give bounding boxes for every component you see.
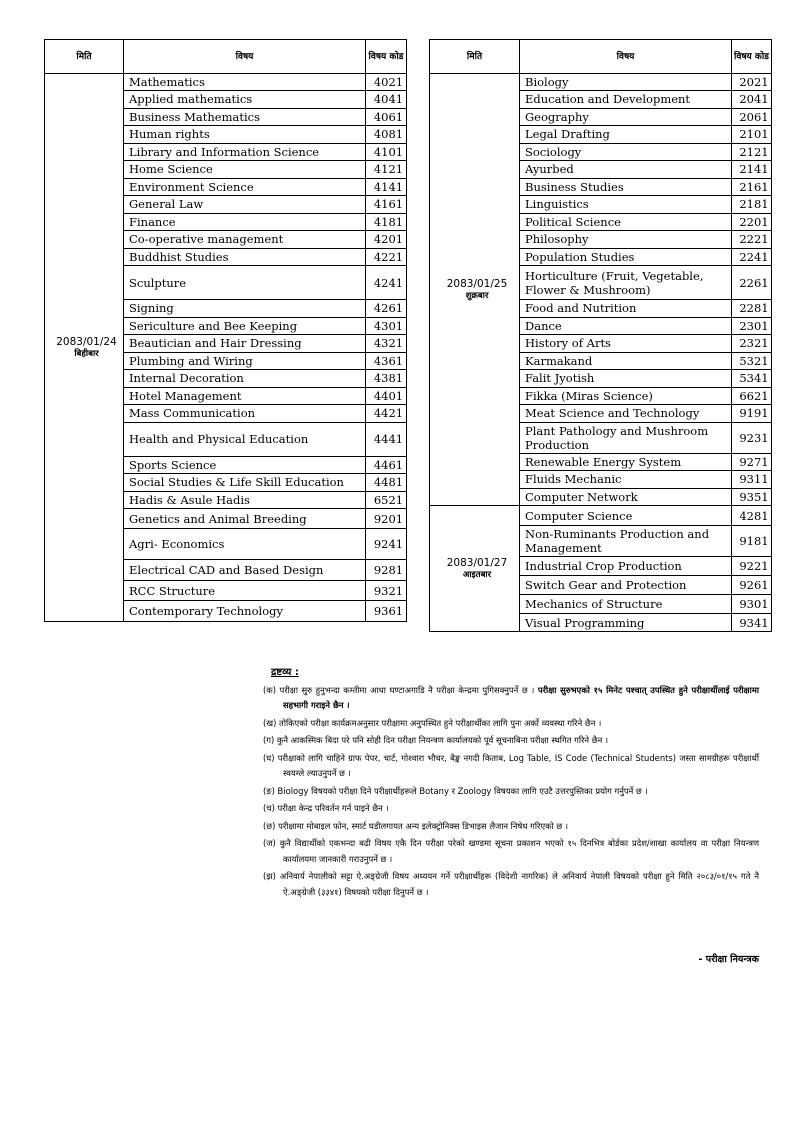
note-item: [263, 751, 759, 782]
subject-code-cell: 2101: [732, 126, 772, 144]
subject-cell: Philosophy: [520, 231, 732, 249]
subject-cell: Genetics and Animal Breeding: [124, 509, 366, 529]
subject-code-cell: 9221: [732, 557, 772, 576]
exam-day: आइतबार: [462, 570, 492, 580]
subject-cell: Internal Decoration: [124, 370, 366, 388]
subject-code-cell: 9351: [732, 488, 772, 506]
subject-cell: Sericulture and Bee Keeping: [124, 317, 366, 335]
subject-code-cell: 4241: [366, 266, 407, 300]
subject-code-cell: 2261: [732, 266, 772, 300]
subject-cell: Food and Nutrition: [520, 300, 732, 318]
subject-cell: Education and Development: [520, 91, 732, 109]
subject-cell: Hotel Management: [124, 387, 366, 405]
subject-cell: Biology: [520, 74, 732, 91]
subject-code-cell: 4181: [366, 213, 407, 231]
subject-cell: Environment Science: [124, 178, 366, 196]
exam-date: 2083/01/25: [446, 278, 508, 290]
subject-code-cell: 9191: [732, 405, 772, 423]
subject-cell: Business Studies: [520, 178, 732, 196]
note-item: [263, 716, 759, 732]
exam-date: 2083/01/24: [56, 336, 117, 348]
subject-code-cell: 4101: [366, 143, 407, 161]
table-row: [45, 74, 407, 91]
subject-cell: Computer Science: [520, 506, 732, 526]
subject-code-cell: 2321: [732, 335, 772, 353]
subject-cell: Political Science: [520, 213, 732, 231]
note-text: (ङ) Biology विषयको परीक्षा दिने परीक्षार्थीहरूले Botany र Zoology विषयका लागि एउटै उत्तरपुस्तिका प्रयोग गर्नुपर्ने छ ।: [263, 785, 648, 796]
subject-code-cell: 4361: [366, 352, 407, 370]
exam-date-cell: [430, 506, 520, 632]
subject-cell: Falit Jyotish: [520, 370, 732, 388]
subject-code-cell: 4401: [366, 387, 407, 405]
subject-cell: Human rights: [124, 126, 366, 144]
subject-code-cell: 4161: [366, 196, 407, 214]
note-item: [263, 869, 759, 900]
subject-cell: Horticulture (Fruit, Vegetable, Flower & Mushroom): [520, 266, 732, 300]
subject-cell: Home Science: [124, 161, 366, 179]
subject-code-cell: 9241: [366, 529, 407, 560]
subject-code-cell: 4121: [366, 161, 407, 179]
subject-cell: Co-operative management: [124, 231, 366, 249]
subject-cell: Contemporary Technology: [124, 601, 366, 622]
subject-cell: Ayurbed: [520, 161, 732, 179]
subject-code-cell: 9301: [732, 595, 772, 614]
subject-cell: Plumbing and Wiring: [124, 352, 366, 370]
header-subject: विषय: [520, 40, 732, 74]
subject-cell: RCC Structure: [124, 581, 366, 601]
subject-code-cell: 4141: [366, 178, 407, 196]
subject-code-cell: 2241: [732, 248, 772, 266]
subject-cell: Linguistics: [520, 196, 732, 214]
subject-cell: Fluids Mechanic: [520, 471, 732, 489]
subject-code-cell: 2141: [732, 161, 772, 179]
subject-cell: Visual Programming: [520, 614, 732, 632]
subject-cell: Mathematics: [124, 74, 366, 91]
subject-code-cell: 9281: [366, 560, 407, 581]
note-text: (च) परीक्षा केन्द्र परिवर्तन गर्न पाइने छैन ।: [263, 803, 389, 813]
subject-cell: History of Arts: [520, 335, 732, 353]
subject-cell: General Law: [124, 196, 366, 214]
subject-cell: Sculpture: [124, 266, 366, 300]
note-bold-text: परीक्षा सुरुभएको १५ मिनेट पश्चात् उपस्थित हुने परीक्षार्थीलाई परीक्षामा सहभागी गराइने छैन ।: [283, 684, 759, 710]
subject-cell: Industrial Crop Production: [520, 557, 732, 576]
subject-cell: Fikka (Miras Science): [520, 387, 732, 405]
subject-code-cell: 4021: [366, 74, 407, 91]
subject-code-cell: 2301: [732, 317, 772, 335]
subject-cell: Buddhist Studies: [124, 248, 366, 266]
note-text: (ज) कुनै विद्यार्थीको एकभन्दा बढी विषय एकै दिन परीक्षा परेको खण्डमा सूचना प्रकाशन भएको १५ दिनभित्र बोर्डका प्रदेश/शाखा कार्यालय वा परीक्षा नियन्त्रण कार्यालयमा जानकारी गराउनुपर्ने छ ।: [263, 838, 759, 864]
exam-date: 2083/01/27: [446, 557, 508, 569]
subject-code-cell: 9341: [732, 614, 772, 632]
subject-code-cell: 4221: [366, 248, 407, 266]
subject-code-cell: 4381: [366, 370, 407, 388]
subject-code-cell: 4301: [366, 317, 407, 335]
subject-code-cell: 6621: [732, 387, 772, 405]
subject-code-cell: 2201: [732, 213, 772, 231]
schedule-table-left: [44, 39, 407, 622]
exam-date-cell: [430, 74, 520, 506]
note-text: (छ) परीक्षामा मोबाइल फोन, स्मार्ट घडीलगायत अन्य इलेक्ट्रोनिक्स डिभाइस लैजान निषेध गरिएको छ ।: [263, 820, 569, 831]
subject-code-cell: 4261: [366, 300, 407, 318]
subject-code-cell: 9231: [732, 422, 772, 453]
subject-cell: Mass Communication: [124, 405, 366, 423]
note-item: [263, 733, 759, 749]
subject-code-cell: 2041: [732, 91, 772, 109]
exam-day: शुक्रबार: [465, 291, 489, 301]
subject-cell: Applied mathematics: [124, 91, 366, 109]
subject-code-cell: 9201: [366, 509, 407, 529]
subject-code-cell: 9261: [732, 576, 772, 595]
subject-cell: Dance: [520, 317, 732, 335]
table-row: [430, 506, 772, 526]
subject-cell: Electrical CAD and Based Design: [124, 560, 366, 581]
subject-code-cell: 2121: [732, 143, 772, 161]
note-text: (क) परीक्षा सुरु हुनुभन्दा कम्तीमा आधा घण्टाअगाडि नै परीक्षा केन्द्रमा पुगिसक्नुपर्ने छ ।: [263, 684, 535, 695]
header-date: मिति: [45, 40, 124, 74]
subject-code-cell: 6521: [366, 491, 407, 509]
subject-cell: Finance: [124, 213, 366, 231]
notes-list: [263, 683, 759, 901]
subject-code-cell: 5341: [732, 370, 772, 388]
subject-cell: Switch Gear and Protection: [520, 576, 732, 595]
subject-cell: Agri- Economics: [124, 529, 366, 560]
note-item: [263, 819, 759, 835]
schedule-table-right: [429, 39, 772, 632]
note-item: [263, 784, 759, 800]
subject-code-cell: 4461: [366, 456, 407, 474]
subject-cell: Computer Network: [520, 488, 732, 506]
subject-cell: Plant Pathology and Mushroom Production: [520, 422, 732, 453]
note-text: (घ) परीक्षाको लागि चाहिने ग्राफ पेपर, चार्ट, गोश्वारा भौचर, बैङ्क नगदी किताब, Log Table, IS Code (Technical Students) जस्ता सामग्रीहरू परीक्षार्थी स्वयम्ले ल्याउनुपर्ने छ ।: [263, 752, 759, 778]
subject-code-cell: 4481: [366, 474, 407, 492]
subject-code-cell: 9321: [366, 581, 407, 601]
subject-code-cell: 2021: [732, 74, 772, 91]
notes-title: द्रष्टव्य :: [271, 667, 299, 678]
note-text: (झ) अनिवार्य नेपालीको सट्टा ऐ.अङ्ग्रेजी विषय अध्ययन गर्ने परीक्षार्थीहरू (विदेशी नागरिक) ले अनिवार्य नेपाली विषयको परीक्षा हुने मिति २०८३/०१/१५ गते नै ऐ.अङ्ग्रेजी (३३४१) विषयको परीक्षा दिनुपर्ने छ ।: [263, 871, 759, 897]
subject-code-cell: 9361: [366, 601, 407, 622]
subject-code-cell: 9311: [732, 471, 772, 489]
subject-cell: Mechanics of Structure: [520, 595, 732, 614]
subject-code-cell: 2061: [732, 108, 772, 126]
subject-code-cell: 9181: [732, 526, 772, 557]
subject-cell: Signing: [124, 300, 366, 318]
subject-code-cell: 4041: [366, 91, 407, 109]
note-item: [263, 683, 759, 714]
note-item: [263, 836, 759, 867]
note-text: (ख) तोकिएको परीक्षा कार्यक्रमअनुसार परीक्षामा अनुपस्थित हुने परीक्षार्थीका लागि पुनः अर्को व्यवस्था गरिने छैन ।: [263, 717, 602, 728]
subject-code-cell: 4421: [366, 405, 407, 423]
subject-code-cell: 2281: [732, 300, 772, 318]
exam-date-cell: [45, 74, 124, 622]
subject-cell: Hadis & Asule Hadis: [124, 491, 366, 509]
subject-cell: Beautician and Hair Dressing: [124, 335, 366, 353]
subject-cell: Sociology: [520, 143, 732, 161]
exam-day: बिहीबार: [74, 349, 99, 359]
subject-code-cell: 4081: [366, 126, 407, 144]
table-row: [430, 74, 772, 91]
subject-code-cell: 2161: [732, 178, 772, 196]
subject-code-cell: 4281: [732, 506, 772, 526]
header-code: विषय कोड: [366, 40, 407, 74]
note-item: [263, 801, 759, 817]
signature: - परीक्षा नियन्त्रक: [698, 954, 759, 965]
subject-cell: Geography: [520, 108, 732, 126]
header-subject: विषय: [124, 40, 366, 74]
subject-code-cell: 2181: [732, 196, 772, 214]
subject-cell: Karmakand: [520, 352, 732, 370]
header-code: विषय कोड: [732, 40, 772, 74]
subject-code-cell: 5321: [732, 352, 772, 370]
subject-cell: Population Studies: [520, 248, 732, 266]
subject-code-cell: 4061: [366, 108, 407, 126]
header-date: मिति: [430, 40, 520, 74]
subject-cell: Library and Information Science: [124, 143, 366, 161]
subject-cell: Sports Science: [124, 456, 366, 474]
subject-cell: Legal Drafting: [520, 126, 732, 144]
subject-code-cell: 4321: [366, 335, 407, 353]
subject-code-cell: 4441: [366, 422, 407, 456]
note-text: (ग) कुनै आकस्मिक बिदा परे पनि सोही दिन परीक्षा नियन्त्रण कार्यालयको पूर्व सूचनाबिना परीक्षा स्थगित गरिने छैन ।: [263, 735, 609, 745]
subject-code-cell: 4201: [366, 231, 407, 249]
subject-cell: Social Studies & Life Skill Education: [124, 474, 366, 492]
subject-cell: Health and Physical Education: [124, 422, 366, 456]
subject-cell: Meat Science and Technology: [520, 405, 732, 423]
notes-section: [263, 665, 759, 900]
subject-code-cell: 2221: [732, 231, 772, 249]
subject-cell: Business Mathematics: [124, 108, 366, 126]
subject-cell: Non-Ruminants Production and Management: [520, 526, 732, 557]
subject-cell: Renewable Energy System: [520, 453, 732, 471]
subject-code-cell: 9271: [732, 453, 772, 471]
